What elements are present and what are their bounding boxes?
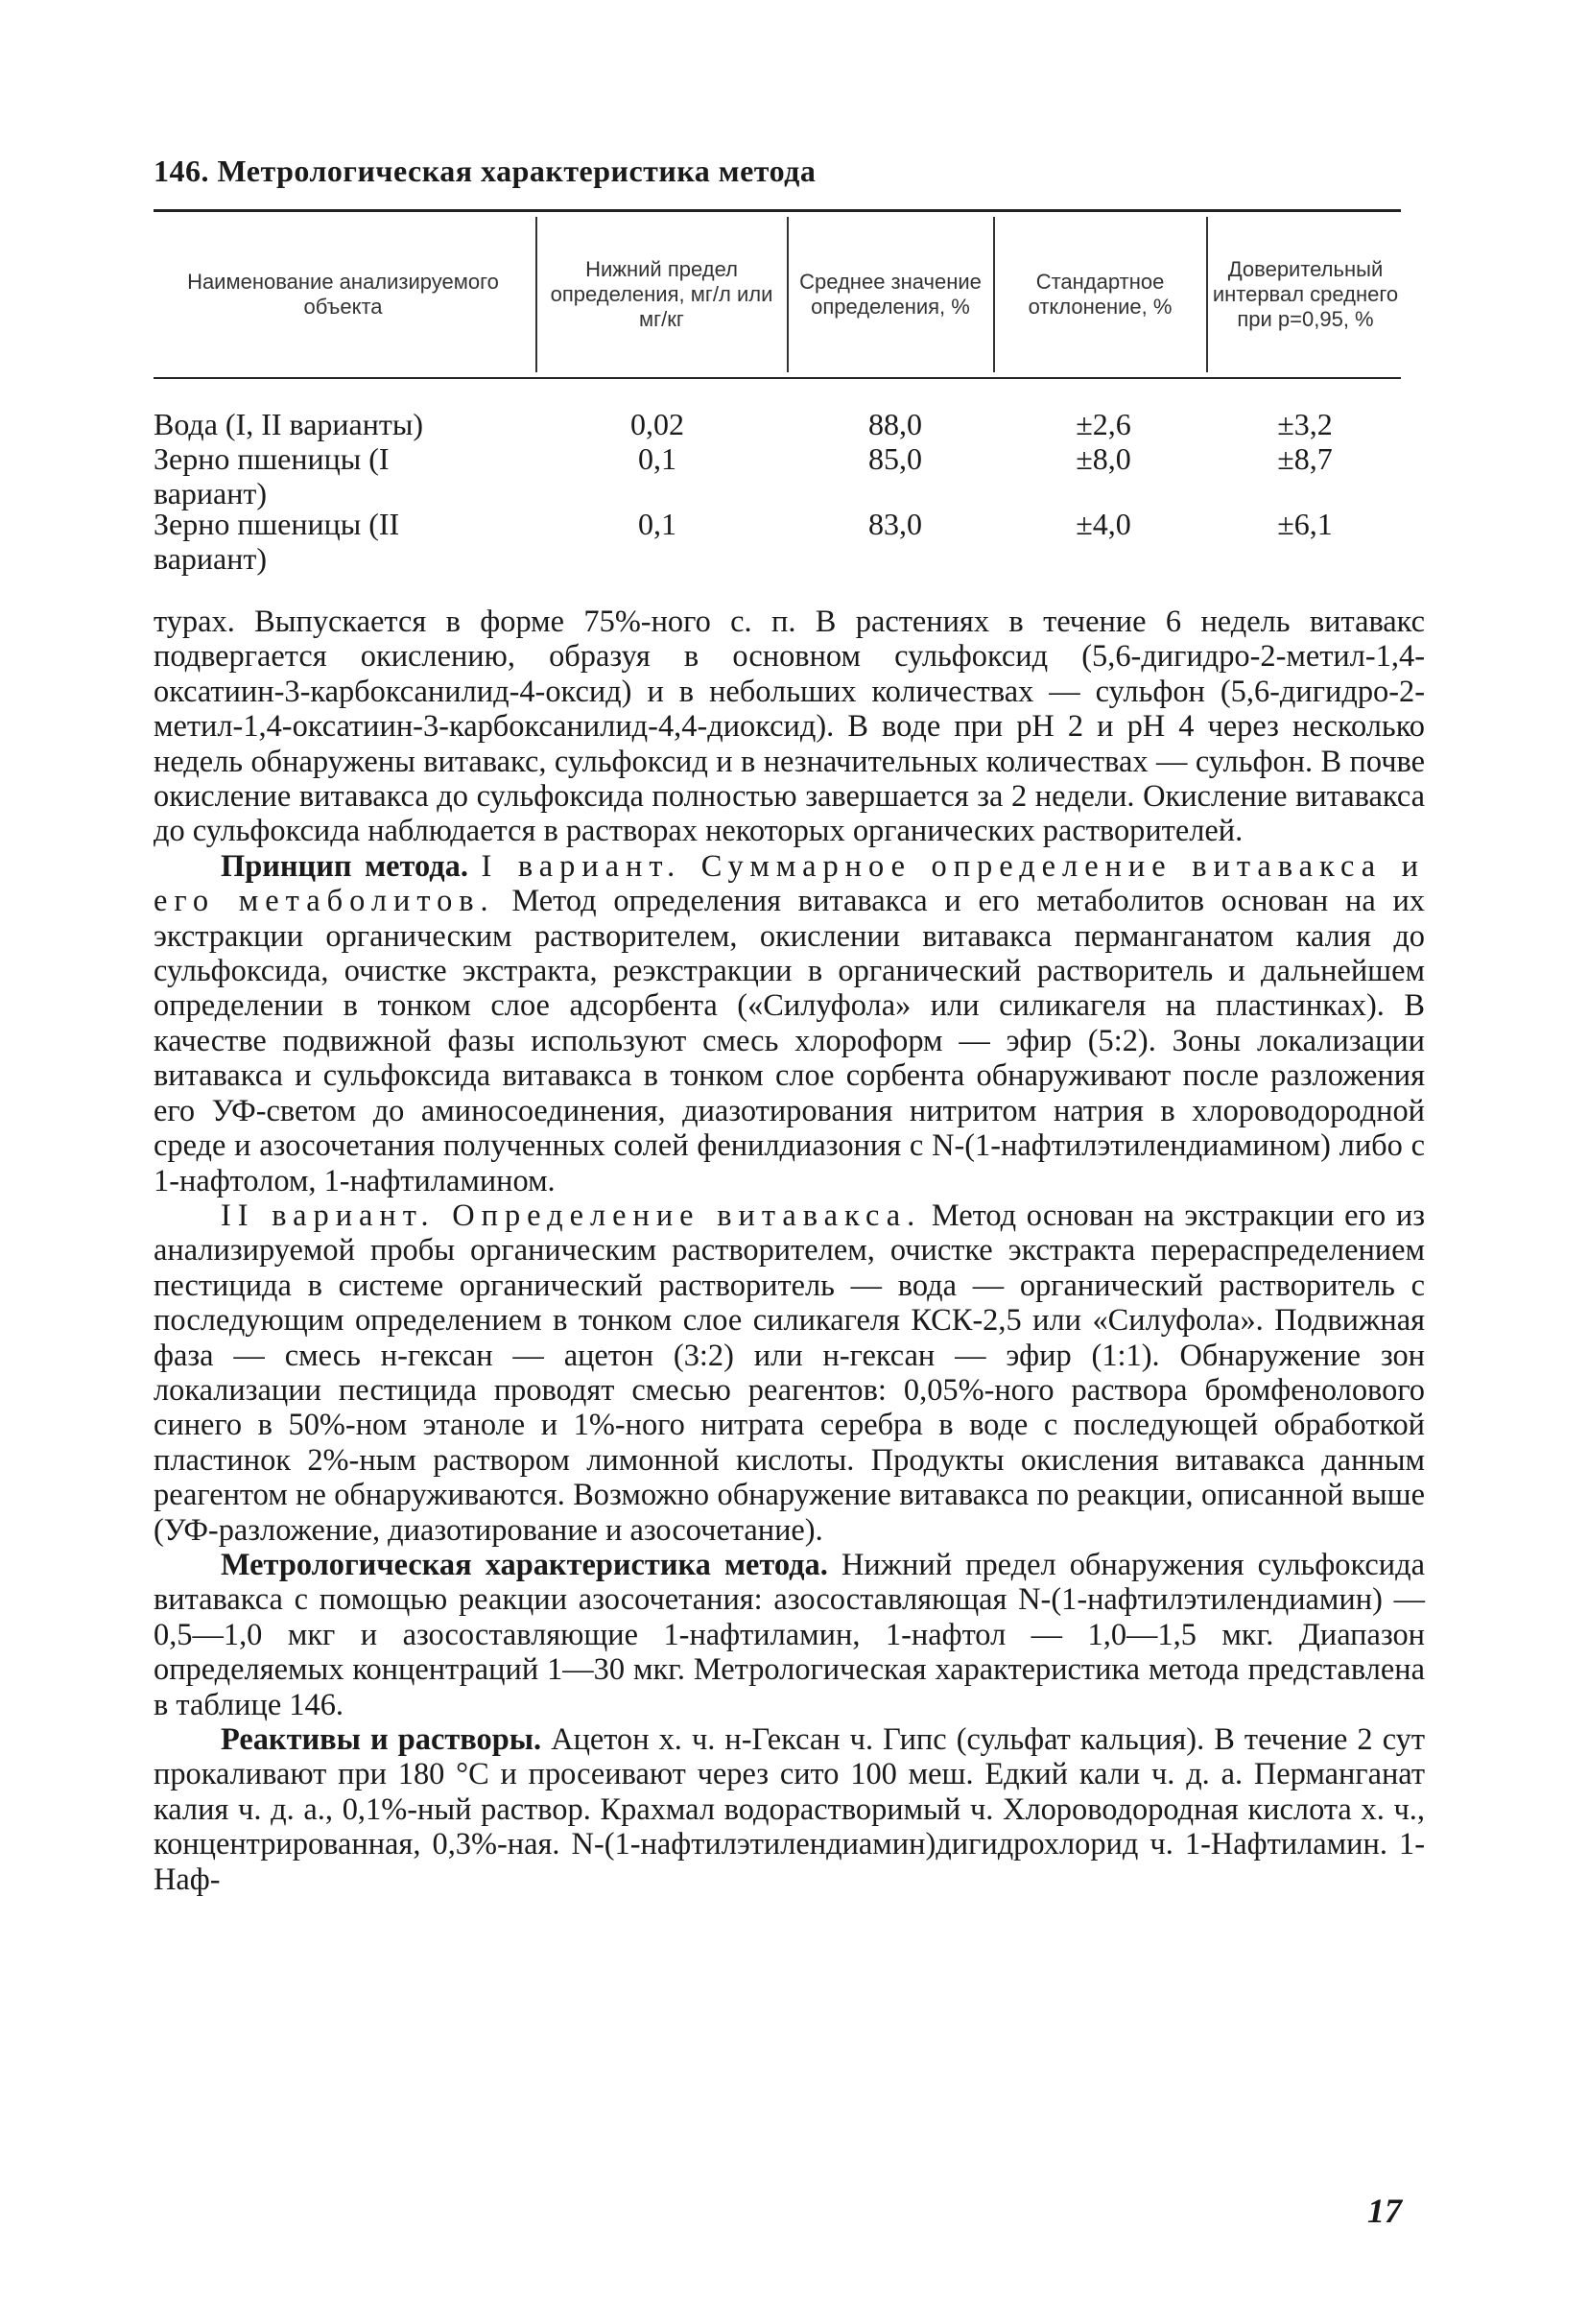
column-divider <box>535 217 537 372</box>
table-top-rule <box>154 209 1401 212</box>
table-header-std-dev: Стандартное отклонение, % <box>1028 270 1173 319</box>
table-header-lower-limit: Нижний предел определения, мг/л или мг/кг <box>550 257 773 331</box>
table-cell-lower-limit: 0,1 <box>638 441 676 476</box>
table-cell-confidence-interval: ±3,2 <box>1277 407 1333 441</box>
column-divider <box>787 217 789 372</box>
table-cell-object: Зерно пшеницы (II вариант) <box>154 507 400 576</box>
table-cell-std-dev: ±2,6 <box>1076 407 1131 441</box>
body-text <box>154 605 1425 1897</box>
column-divider <box>993 217 995 372</box>
variant-1-heading: I вариант. Суммарное определение витавакса и его метаболитов. <box>154 848 1425 919</box>
variant-2-heading: II вариант. Определение витавакса. <box>221 1198 922 1233</box>
section-label-metrology: Метрологическая характеристика метода. <box>221 1547 828 1582</box>
paragraph-principle <box>154 849 1425 1198</box>
table-cell-mean-value: 85,0 <box>868 441 922 476</box>
table-header-mean-value: Среднее значение определения, % <box>799 270 982 319</box>
table-header-object: Наименование анализируемого объекта <box>187 270 499 319</box>
paragraph-reagents <box>154 1722 1425 1897</box>
reagents-text: Ацетон х. ч. н-Гексан ч. Гипс (сульфат кальция). В течение 2 сут прокаливают при 180 °С и просеивают через сито 100 меш. Едкий кали ч. д. а. Перманганат калия ч. д. а., 0,1%-ный раствор. Крахмал водорастворимый ч. Хлороводородная кислота х. ч., концентрированная, 0,3%-ная. N-(1-нафтилэтилендиамин)дигидрохлорид ч. 1-Нафтиламин. 1-Наф- <box>154 1722 1425 1897</box>
section-label-reagents: Реактивы и растворы. <box>221 1722 542 1757</box>
table-cell-object: Вода (I, II варианты) <box>154 407 424 441</box>
table-title: 146. Метрологическая характеристика метода <box>154 154 817 188</box>
table-cell-std-dev: ±4,0 <box>1076 507 1131 541</box>
table-header-confidence-interval: Доверительный интервал среднего при p=0,95, % <box>1212 257 1399 331</box>
variant-2-text: Метод основан на экстракции его из анализируемой пробы органическим растворителем, очистке экстракта перераспределением пестицида в системе органический растворитель — вода — органический растворитель с последующим определением в тонком слое силикагеля КСК-2,5 или «Силуфола». Подвижная фаза — смесь н-гексан — ацетон (3:2) или н-гексан — эфир (1:1). Обнаружение зон локализации пестицида проводят смесью реагентов: 0,05%-ного раствора бромфенолового синего в 50%-ном этаноле и 1%-ного нитрата серебра в воде с последующей обработкой пластинок 2%-ным раствором лимонной кислоты. Продукты окисления витавакса данным реагентом не обнаруживаются. Возможно обнаружение витавакса по реакции, описанной выше (УФ-разложение, диазотирование и азосочетание). <box>154 1198 1425 1548</box>
paragraph-metrology <box>154 1548 1425 1722</box>
paragraph-variant-2 <box>154 1198 1425 1548</box>
table-cell-std-dev: ±8,0 <box>1076 441 1131 476</box>
metrology-text: Нижний предел обнаружения сульфоксида витавакса с помощью реакции азосочетания: азосоставляющая N-(1-нафтилэтилендиамин) — 0,5—1,0 мкг и азосоставляющие 1-нафтиламин, 1-нафтол — 1,0—1,5 мкг. Диапазон определяемых концентраций 1—30 мкг. Метрологическая характеристика метода представлена в таблице 146. <box>154 1547 1425 1722</box>
table-cell-confidence-interval: ±8,7 <box>1277 441 1333 476</box>
paragraph-continuation: турах. Выпускается в форме 75%-ного с. п. В растениях в течение 6 недель витавакс подвергается окислению, образуя в основном сульфоксид (5,6-дигидро-2-метил-1,4-оксатиин-3-карбоксанилид-4-оксид) и в небольших количествах — сульфон (5,6-дигидро-2-метил-1,4-оксатиин-3-карбоксанилид-4,4-диоксид). В воде при pH 2 и pH 4 через несколько недель обнаружены витавакс, сульфоксид и в незначительных количествах — сульфон. В почве окисление витавакса до сульфоксида полностью завершается за 2 недели. Окисление витавакса до сульфоксида наблюдается в растворах некоторых органических растворителей. <box>154 605 1425 849</box>
table-cell-object: Зерно пшеницы (I вариант) <box>154 441 390 510</box>
column-divider <box>1206 217 1208 372</box>
section-label-principle: Принцип метода. <box>221 848 468 884</box>
variant-1-text: Метод определения витавакса и его метаболитов основан на их экстракции органическим растворителем, окислении витавакса перманганатом калия до сульфоксида, очистке экстракта, реэкстракции в органический растворитель и дальнейшем определении в тонком слое адсорбента («Силуфола» или силикагеля на пластинках). В качестве подвижной фазы используют смесь хлороформ — эфир (5:2). Зоны локализации витавакса и сульфоксида витавакса в тонком слое сорбента обнаруживают после разложения его УФ-светом до аминосоединения, диазотирования нитритом натрия в хлороводородной среде и азосочетания полученных солей фенилдиазония с N-(1-нафтилэтилендиамином) либо с 1-нафтолом, 1-нафтиламином. <box>154 884 1425 1198</box>
table-cell-lower-limit: 0,1 <box>638 507 676 541</box>
table-cell-confidence-interval: ±6,1 <box>1277 507 1333 541</box>
table-cell-mean-value: 88,0 <box>868 407 922 441</box>
page-number: 17 <box>1367 2192 1402 2230</box>
table-cell-lower-limit: 0,02 <box>630 407 684 441</box>
table-cell-mean-value: 83,0 <box>868 507 922 541</box>
table-header-rule <box>154 377 1401 379</box>
